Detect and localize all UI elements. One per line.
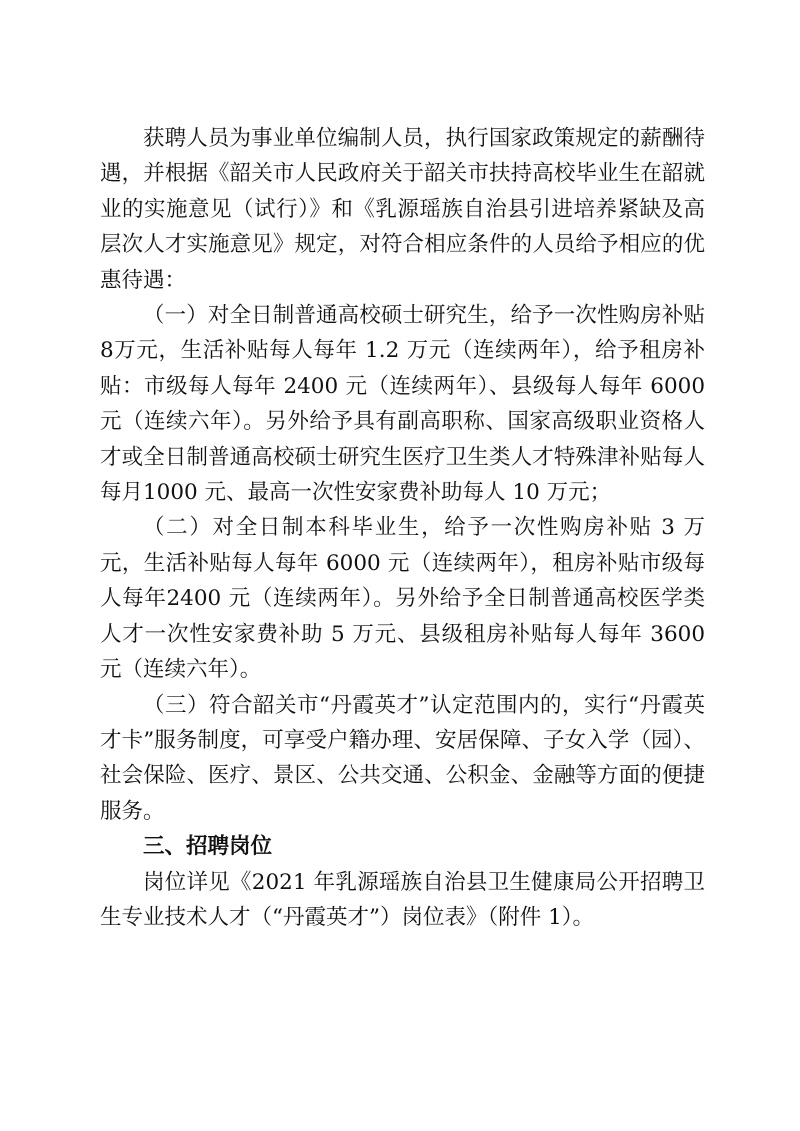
benefit-item-1: （一）对全日制普通高校硕士研究生，给予一次性购房补贴8万元，生活补贴每人每年 1.2 万元（连续两年），给予租房补贴：市级每人每年 2400 元（连续两年）、县级每人每年 6000 元（连续六年）。另外给予具有副高职称、国家高级职业资格人才或全日制普通高校硕士研究生医疗卫生类人才特殊津补贴每人每月1000 元、最高一次性安家费补助每人 10 万元；	[100, 303, 705, 506]
section-heading: 三、招聘岗位	[143, 834, 273, 860]
section-body: 岗位详见《2021 年乳源瑶族自治县卫生健康局公开招聘卫生专业技术人才（“丹霞英才”）岗位表》（附件 1）。	[100, 869, 705, 930]
intro-paragraph: 获聘人员为事业单位编制人员，执行国家政策规定的薪酬待遇，并根据《韶关市人民政府关于韶关市扶持高校毕业生在韶就业的实施意见（试行）》和《乳源瑶族自治县引进培养紧缺及高层次人才实施意见》规定，对符合相应条件的人员给予相应的优惠待遇：	[100, 126, 705, 293]
benefit-item-3: （三）符合韶关市“丹霞英才”认定范围内的，实行“丹霞英才卡”服务制度，可享受户籍办理、安居保障、子女入学（园）、社会保险、医疗、景区、公共交通、公积金、金融等方面的便捷服务。	[100, 692, 705, 824]
benefit-item-2: （二）对全日制本科毕业生，给予一次性购房补贴 3 万元，生活补贴每人每年 6000 元（连续两年），租房补贴市级每人每年2400 元（连续两年）。另外给予全日制普通高校医学类人才一次性安家费补助 5 万元、县级租房补贴每人每年 3600 元（连续六年）。	[100, 515, 705, 683]
document-body	[100, 121, 705, 935]
